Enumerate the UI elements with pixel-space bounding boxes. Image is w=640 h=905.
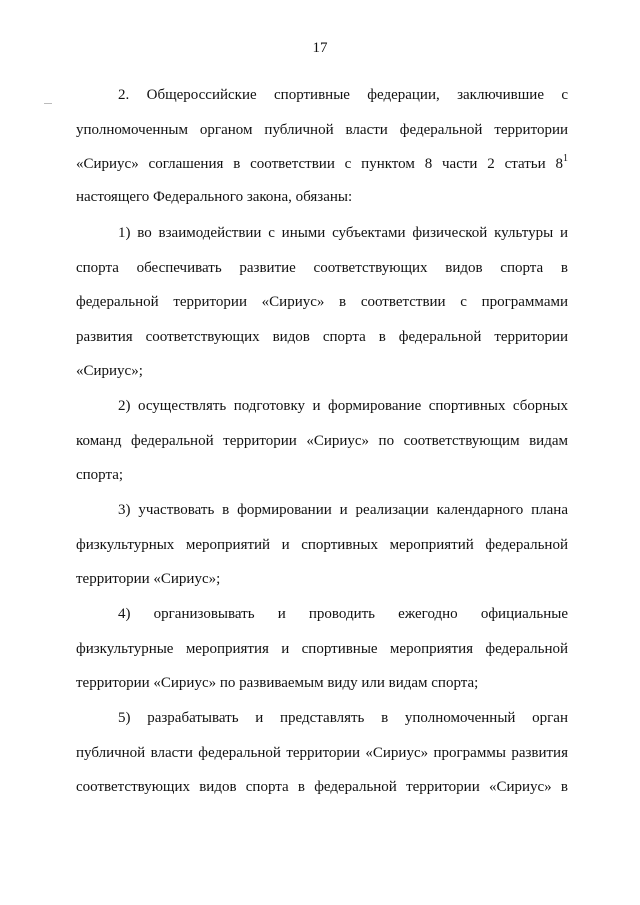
- paragraph-line: [76, 154, 568, 174]
- paragraph-line: публичной власти федеральной территории «Сириус» программы развития: [76, 745, 568, 761]
- paragraph-line: соответствующих видов спорта в федеральной территории «Сириус» в: [76, 779, 568, 795]
- paragraph-line-text: «Сириус» соглашения в соответствии с пунктом 8 части 2 статьи 8: [76, 156, 563, 172]
- article-superscript: 1: [563, 153, 568, 164]
- paragraph-line: уполномоченным органом публичной власти федеральной территории: [76, 122, 568, 138]
- paragraph-line: развития соответствующих видов спорта в федеральной территории: [76, 329, 568, 345]
- paragraph-line: 2) осуществлять подготовку и формирование спортивных сборных: [118, 398, 568, 414]
- paragraph-line: физкультурных мероприятий и спортивных мероприятий федеральной: [76, 537, 568, 553]
- paragraph-line: 2. Общероссийские спортивные федерации, заключившие с: [118, 87, 568, 103]
- paragraph-line: федеральной территории «Сириус» в соответствии с программами: [76, 294, 568, 310]
- paragraph-line: 3) участвовать в формировании и реализации календарного плана: [118, 502, 568, 518]
- paragraph-line: спорта обеспечивать развитие соответствующих видов спорта в: [76, 260, 568, 276]
- paragraph-line: спорта;: [76, 467, 124, 483]
- paragraph-line: 1) во взаимодействии с иными субъектами физической культуры и: [118, 225, 568, 241]
- paragraph-line: 4) организовывать и проводить ежегодно официальные: [118, 606, 568, 622]
- scan-speck: [44, 103, 52, 104]
- paragraph-line: 5) разрабатывать и представлять в уполномоченный орган: [118, 710, 568, 726]
- paragraph-line: территории «Сириус» по развиваемым виду или видам спорта;: [76, 675, 479, 691]
- paragraph-line: территории «Сириус»;: [76, 571, 221, 587]
- paragraph-line: «Сириус»;: [76, 363, 143, 379]
- paragraph-line: настоящего Федерального закона, обязаны:: [76, 189, 353, 205]
- paragraph-line: физкультурные мероприятия и спортивные мероприятия федеральной: [76, 641, 568, 657]
- page-number: 17: [312, 40, 328, 56]
- paragraph-line: команд федеральной территории «Сириус» по соответствующим видам: [76, 433, 568, 449]
